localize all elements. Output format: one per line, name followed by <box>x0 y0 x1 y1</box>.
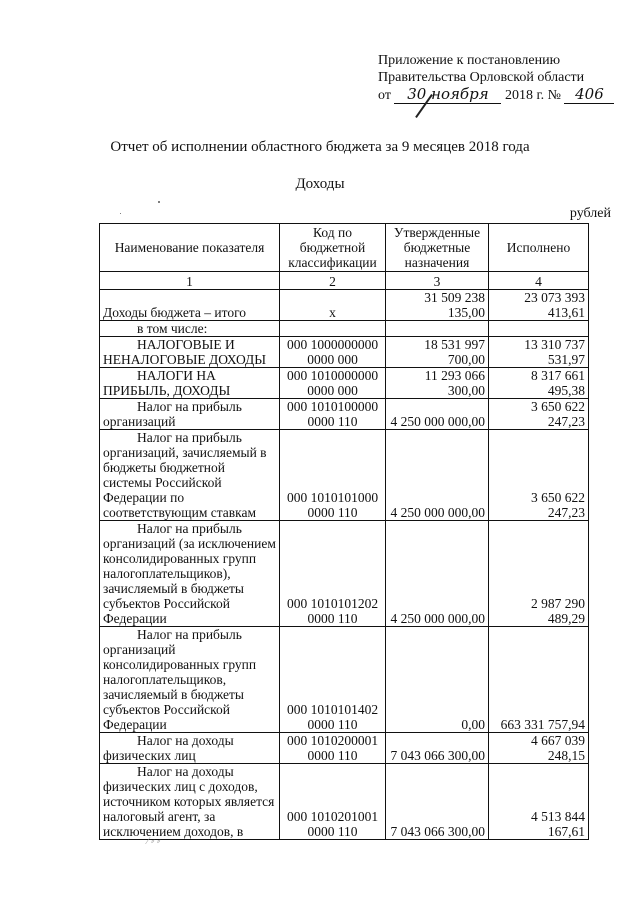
indicator-name-first-line: в том числе: <box>137 321 208 336</box>
table-row <box>100 337 589 368</box>
approved-amount: 4 250 000 000,00 <box>386 430 489 521</box>
indicator-name-first-line: Налог на прибыль <box>137 430 242 445</box>
table-row <box>100 399 589 430</box>
indicator-name-first-line: Налог на доходы <box>137 764 234 779</box>
header-approved: Утвержденные бюджетные назначения <box>386 224 489 272</box>
table-row <box>100 430 589 521</box>
indicator-name <box>100 521 280 627</box>
budget-code: 000 1010101202 0000 110 <box>280 521 386 627</box>
approved-amount: 0,00 <box>386 627 489 733</box>
approved-amount: 11 293 066 300,00 <box>386 368 489 399</box>
approved-amount: 18 531 997 700,00 <box>386 337 489 368</box>
indicator-name <box>100 764 280 840</box>
approved-amount: 31 509 238 135,00 <box>386 290 489 321</box>
indicator-name <box>100 399 280 430</box>
scan-speck <box>158 201 160 203</box>
appendix-line-1: Приложение к постановлению <box>378 53 561 68</box>
table-row <box>100 290 589 321</box>
table-row <box>100 627 589 733</box>
column-index-row <box>100 272 589 290</box>
indicator-name-text: ПРИБЫЛЬ, ДОХОДЫ <box>103 383 231 398</box>
handwritten-number: 406 <box>564 86 614 104</box>
indicator-name <box>100 430 280 521</box>
executed-amount: 663 331 757,94 <box>489 627 589 733</box>
header-name: Наименование показателя <box>100 224 280 272</box>
date-prefix: от <box>378 88 391 103</box>
budget-code: 000 1010101000 0000 110 <box>280 430 386 521</box>
budget-code: 000 1010000000 0000 000 <box>280 368 386 399</box>
table-row <box>100 521 589 627</box>
indicator-name-text: организаций (за исключением консолидированных групп налогоплательщиков), зачисляемый в бюджеты субъектов Российской Федерации <box>103 536 276 626</box>
executed-amount: 3 650 622 247,23 <box>489 399 589 430</box>
section-title: Доходы <box>295 176 345 192</box>
header-code: Код по бюджетной классификации <box>280 224 386 272</box>
budget-code: 000 1010101402 0000 110 <box>280 627 386 733</box>
year-text: 2018 г. № <box>504 88 561 103</box>
indicator-name-text: физических лиц <box>103 748 196 763</box>
executed-amount: 2 987 290 489,29 <box>489 521 589 627</box>
budget-code: 000 1010100000 0000 110 <box>280 399 386 430</box>
approved-amount: 7 043 066 300,00 <box>386 733 489 764</box>
indicator-name-first-line: Налог на прибыль <box>137 521 242 536</box>
header-executed: Исполнено <box>489 224 589 272</box>
column-index: 3 <box>386 272 489 290</box>
indicator-name-first-line: НАЛОГОВЫЕ И <box>137 337 235 352</box>
handwritten-date: 30 ноября <box>394 86 501 104</box>
table-row <box>100 321 589 337</box>
approved-amount: 4 250 000 000,00 <box>386 399 489 430</box>
budget-code: 000 1010201001 0000 110 <box>280 764 386 840</box>
revenue-table <box>99 223 589 840</box>
indicator-name <box>100 627 280 733</box>
column-index: 2 <box>280 272 386 290</box>
indicator-name-text: организаций, зачисляемый в бюджеты бюджетной системы Российской Федерации по соответствующим ставкам <box>103 445 267 520</box>
approved-amount <box>386 321 489 337</box>
indicator-name <box>100 733 280 764</box>
indicator-name <box>100 368 280 399</box>
units-label: рублей <box>569 206 611 221</box>
appendix-date-line <box>378 86 614 104</box>
column-index: 1 <box>100 272 280 290</box>
indicator-name-text: Доходы бюджета – итого <box>103 305 247 320</box>
executed-amount: 4 513 844 167,61 <box>489 764 589 840</box>
scan-mark: ⁄ ⸗ ⸗ <box>147 836 161 847</box>
budget-code: 000 1000000000 0000 000 <box>280 337 386 368</box>
table-row <box>100 733 589 764</box>
indicator-name <box>100 321 280 337</box>
executed-amount: 23 073 393 413,61 <box>489 290 589 321</box>
indicator-name-text: НЕНАЛОГОВЫЕ ДОХОДЫ <box>103 352 267 367</box>
executed-amount: 4 667 039 248,15 <box>489 733 589 764</box>
indicator-name-first-line: Налог на доходы <box>137 733 234 748</box>
executed-amount: 8 317 661 495,38 <box>489 368 589 399</box>
appendix-line-2: Правительства Орловской области <box>378 70 585 85</box>
executed-amount: 13 310 737 531,97 <box>489 337 589 368</box>
indicator-name <box>100 337 280 368</box>
approved-amount: 7 043 066 300,00 <box>386 764 489 840</box>
executed-amount: 3 650 622 247,23 <box>489 430 589 521</box>
indicator-name-first-line: Налог на прибыль <box>137 627 242 642</box>
budget-code: x <box>280 290 386 321</box>
executed-amount <box>489 321 589 337</box>
table-row <box>100 368 589 399</box>
column-index: 4 <box>489 272 589 290</box>
budget-code: 000 1010200001 0000 110 <box>280 733 386 764</box>
indicator-name-first-line: Налог на прибыль <box>137 399 242 414</box>
indicator-name-first-line: НАЛОГИ НА <box>137 368 216 383</box>
appendix-block <box>378 52 614 104</box>
approved-amount: 4 250 000 000,00 <box>386 521 489 627</box>
scan-speck <box>120 213 121 214</box>
report-title: Отчет об исполнении областного бюджета за 9 месяцев 2018 года <box>110 139 530 155</box>
indicator-name <box>100 290 280 321</box>
indicator-name-text: организаций консолидированных групп налогоплательщиков, зачисляемый в бюджеты субъектов Российской Федерации <box>103 642 257 732</box>
indicator-name-text: физических лиц с доходов, источником которых является налоговый агент, за исключением доходов, в <box>103 779 275 839</box>
budget-code <box>280 321 386 337</box>
table-row <box>100 764 589 840</box>
table-header-row <box>100 224 589 272</box>
indicator-name-text: организаций <box>103 414 176 429</box>
